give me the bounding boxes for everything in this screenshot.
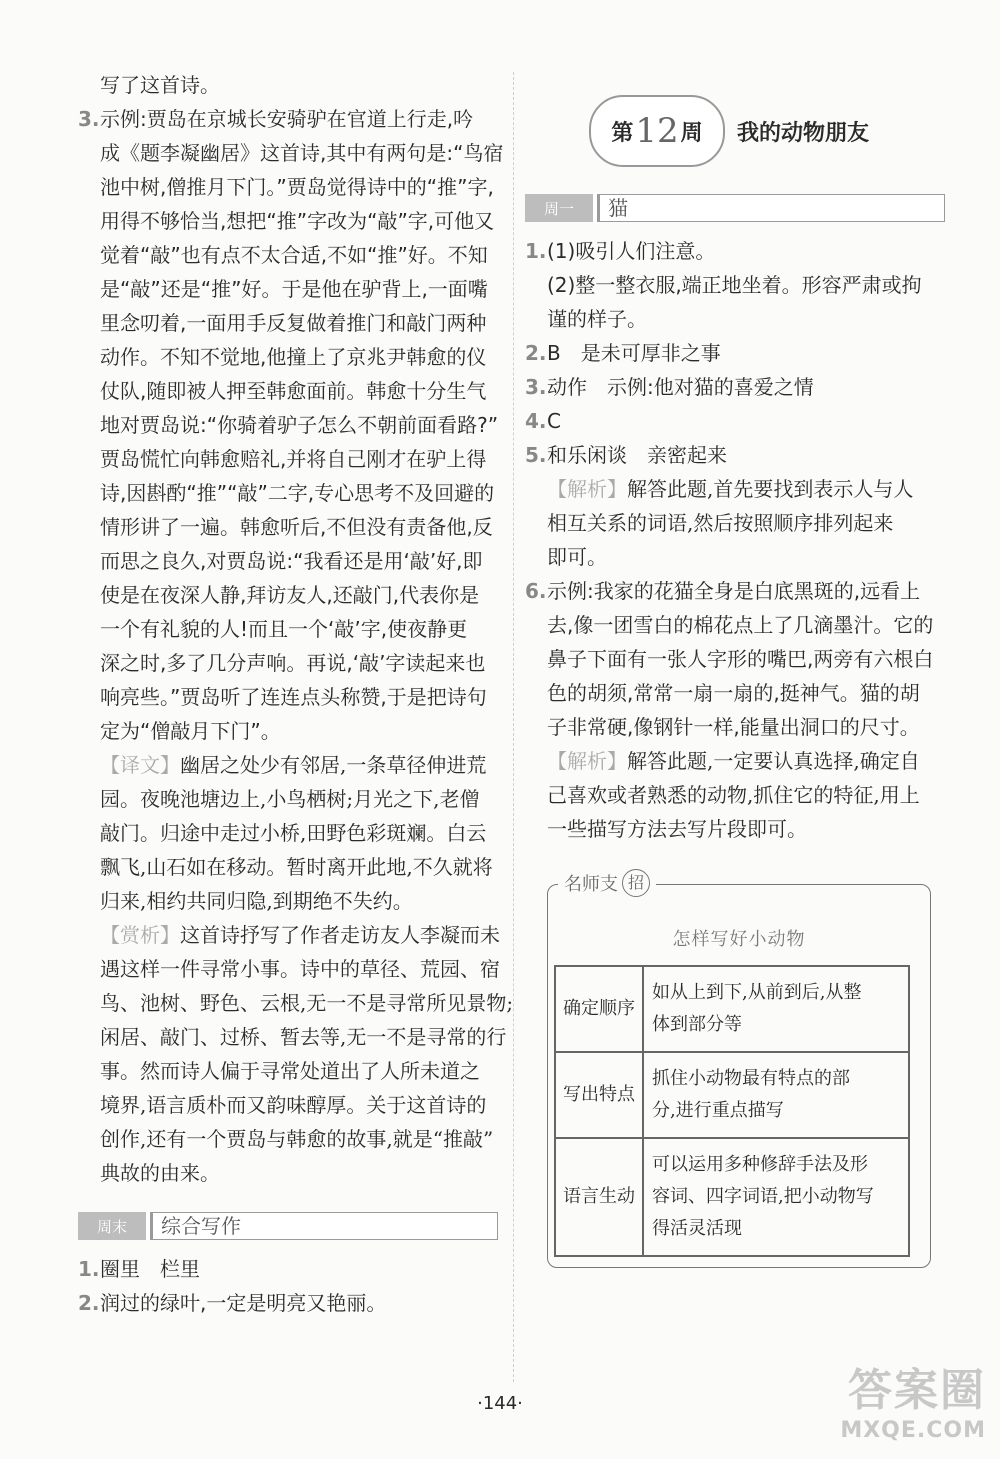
item-text: 贾岛慌忙向韩愈赔礼,并将自己刚才在驴上得	[100, 447, 487, 471]
question-1	[525, 234, 945, 268]
item-text: 和乐闲谈 亲密起来	[547, 443, 727, 467]
appreciation-text: 典故的由来。	[100, 1161, 220, 1185]
item-text: 是“敲”还是“推”好。于是他在驴背上,一面嘴	[100, 277, 488, 301]
column-divider	[513, 72, 514, 1382]
analysis-text: 己喜欢或者熟悉的动物,抓住它的特征,用上	[547, 783, 920, 807]
item-number: 1.	[78, 1257, 100, 1281]
watermark-top: 答案圈	[848, 1365, 986, 1416]
question-6	[525, 574, 945, 608]
item-text: 动作 示例:他对猫的喜爱之情	[547, 375, 814, 399]
week-header	[525, 88, 945, 174]
intro-line: 写了这首诗。	[100, 73, 220, 97]
item-3	[78, 102, 504, 748]
row-head: 确定顺序	[555, 966, 643, 1052]
item-text: 谨的样子。	[547, 307, 647, 331]
table-row	[555, 1138, 909, 1256]
section-tag: 周末	[78, 1212, 146, 1240]
appreciation-text: 这首诗抒写了作者走访友人李凝而未	[180, 923, 500, 947]
table-row	[555, 1052, 909, 1138]
translation	[78, 748, 498, 918]
analysis-tag: 【解析】	[547, 749, 627, 773]
appreciation-text: 鸟、池树、野色、云根,无一不是寻常所见景物;	[100, 991, 514, 1015]
appreciation-text: 闲居、敲门、过桥、暂去等,无一不是寻常的行	[100, 1025, 507, 1049]
right-column	[525, 88, 945, 1268]
q5-analysis	[525, 472, 945, 574]
item-text: (1)吸引人们注意。	[547, 239, 716, 263]
item-number: 5.	[525, 443, 547, 467]
item-text: 色的胡须,常常一扇一扇的,挺神气。猫的胡	[547, 681, 920, 705]
section-title: 综合写作	[150, 1212, 498, 1240]
question-5	[525, 438, 945, 472]
watermark-bottom: MXQE.COM	[840, 1418, 986, 1443]
item-number: 2.	[525, 341, 547, 365]
item-text: 而思之良久,对贾岛说:“我看还是用‘敲’好,即	[100, 549, 483, 573]
appreciation-text: 境界,语言质朴而又韵味醇厚。关于这首诗的	[100, 1093, 487, 1117]
item-number: 2.	[78, 1291, 100, 1315]
item-text: 觉着“敲”也有点不太合适,不如“推”好。不知	[100, 243, 488, 267]
list-item	[78, 1286, 498, 1320]
appreciation-text: 事。然而诗人偏于寻常处道出了人所未道之	[100, 1059, 480, 1083]
translation-tag: 【译文】	[100, 753, 180, 777]
item-text: 池中树,僧推月下门。”贾岛觉得诗中的“推”字,	[100, 175, 494, 199]
item-text: 里念叨着,一面用手反复做着推门和敲门两种	[100, 311, 487, 335]
section-header-monday	[525, 192, 945, 224]
table-row	[555, 966, 909, 1052]
week-suffix: 周	[680, 120, 703, 146]
item-text: 情形讲了一遍。韩愈听后,不但没有责备他,反	[100, 515, 493, 539]
item-text: 使是在夜深人静,拜访友人,还敲门,代表你是	[100, 583, 480, 607]
item-text: 诗,因斟酌“推”“敲”二字,专心思考不及回避的	[100, 481, 495, 505]
item-text: 示例:贾岛在京城长安骑驴在官道上行走,吟	[100, 107, 474, 131]
analysis-text: 解答此题,首先要找到表示人与人	[627, 477, 914, 501]
item-text: 用得不够恰当,想把“推”字改为“敲”字,可他又	[100, 209, 495, 233]
appreciation-text: 创作,还有一个贾岛与韩愈的故事,就是“推敲”	[100, 1127, 494, 1151]
item-number: 6.	[525, 579, 547, 603]
section-title: 猫	[597, 194, 945, 222]
item-text: 地对贾岛说:“你骑着驴子怎么不朝前面看路?”	[100, 413, 499, 437]
row-content: 可以运用多种修辞手法及形 容词、四字词语,把小动物写 得活灵活现	[643, 1138, 909, 1256]
item-text: (2)整一整衣服,端正地坐着。形容严肃或拘	[547, 273, 922, 297]
translation-text: 幽居之处少有邻居,一条草径伸进荒	[180, 753, 487, 777]
item-text: 一个有礼貌的人!而且一个‘敲’字,使夜静更	[100, 617, 468, 641]
section-header-weekend	[78, 1210, 498, 1242]
translation-text: 敲门。归途中走过小桥,田野色彩斑斓。白云	[100, 821, 487, 845]
item-text: 润过的绿叶,一定是明亮又艳丽。	[100, 1291, 387, 1315]
list-item	[78, 1252, 498, 1286]
item-number: 3.	[525, 375, 547, 399]
question-4	[525, 404, 945, 438]
tip-label-text: 名师支	[564, 874, 618, 895]
item-number: 1.	[525, 239, 547, 263]
left-column	[78, 68, 514, 1320]
appreciation-text: 遇这样一件寻常小事。诗中的草径、荒园、宿	[100, 957, 500, 981]
analysis-text: 即可。	[547, 545, 607, 569]
week-title: 我的动物朋友	[737, 120, 870, 146]
page-number: ·144·	[477, 1393, 523, 1414]
teacher-tip-box	[547, 873, 931, 1268]
item-text: 深之时,多了几分声响。再说,‘敲’字读起来也	[100, 651, 486, 675]
watermark	[840, 1354, 986, 1443]
row-content: 抓住小动物最有特点的部 分,进行重点描写	[643, 1052, 909, 1138]
week-number: 12	[635, 111, 679, 151]
question-2	[525, 336, 945, 370]
analysis-text: 一些描写方法去写片段即可。	[547, 817, 807, 841]
tip-table	[554, 965, 910, 1257]
row-head: 写出特点	[555, 1052, 643, 1138]
tip-label	[558, 869, 656, 897]
translation-text: 园。夜晚池塘边上,小鸟栖树;月光之下,老僧	[100, 787, 480, 811]
item-text: 鼻子下面有一张人字形的嘴巴,两旁有六根白	[547, 647, 934, 671]
week-badge	[589, 95, 725, 167]
week-prefix: 第	[611, 120, 634, 146]
item-text: 圈里 栏里	[100, 1257, 200, 1281]
item-text: 去,像一团雪白的棉花点上了几滴墨汁。它的	[547, 613, 934, 637]
item-text: C	[547, 409, 561, 433]
tip-heading: 怎样写好小动物	[672, 929, 806, 950]
section-tag: 周一	[525, 194, 593, 222]
question-3	[525, 370, 945, 404]
analysis-text: 相互关系的词语,然后按照顺序排列起来	[547, 511, 894, 535]
item-number: 3.	[78, 107, 100, 131]
row-head: 语言生动	[555, 1138, 643, 1256]
tip-badge: 招	[622, 869, 650, 897]
translation-text: 飘飞,山石如在移动。暂时离开此地,不久就将	[100, 855, 493, 879]
item-text: 响亮些。”贾岛听了连连点头称赞,于是把诗句	[100, 685, 487, 709]
analysis-text: 解答此题,一定要认真选择,确定自	[627, 749, 920, 773]
item-text: 动作。不知不觉地,他撞上了京兆尹韩愈的仪	[100, 345, 487, 369]
item-text: 定为“僧敲月下门”。	[100, 719, 281, 743]
item-number: 4.	[525, 409, 547, 433]
item-text: B 是未可厚非之事	[547, 341, 721, 365]
translation-text: 归来,相约共同归隐,到期绝不失约。	[100, 889, 413, 913]
q6-analysis	[525, 744, 945, 846]
analysis-tag: 【解析】	[547, 477, 627, 501]
item-text: 成《题李凝幽居》这首诗,其中有两句是:“鸟宿	[100, 141, 504, 165]
appreciation	[78, 918, 514, 1190]
item-text: 子非常硬,像钢针一样,能量出洞口的尺寸。	[547, 715, 920, 739]
appreciation-tag: 【赏析】	[100, 923, 180, 947]
row-content: 如从上到下,从前到后,从整 体到部分等	[643, 966, 909, 1052]
item-text: 仗队,随即被人押至韩愈面前。韩愈十分生气	[100, 379, 487, 403]
item-text: 示例:我家的花猫全身是白底黑斑的,远看上	[547, 579, 921, 603]
